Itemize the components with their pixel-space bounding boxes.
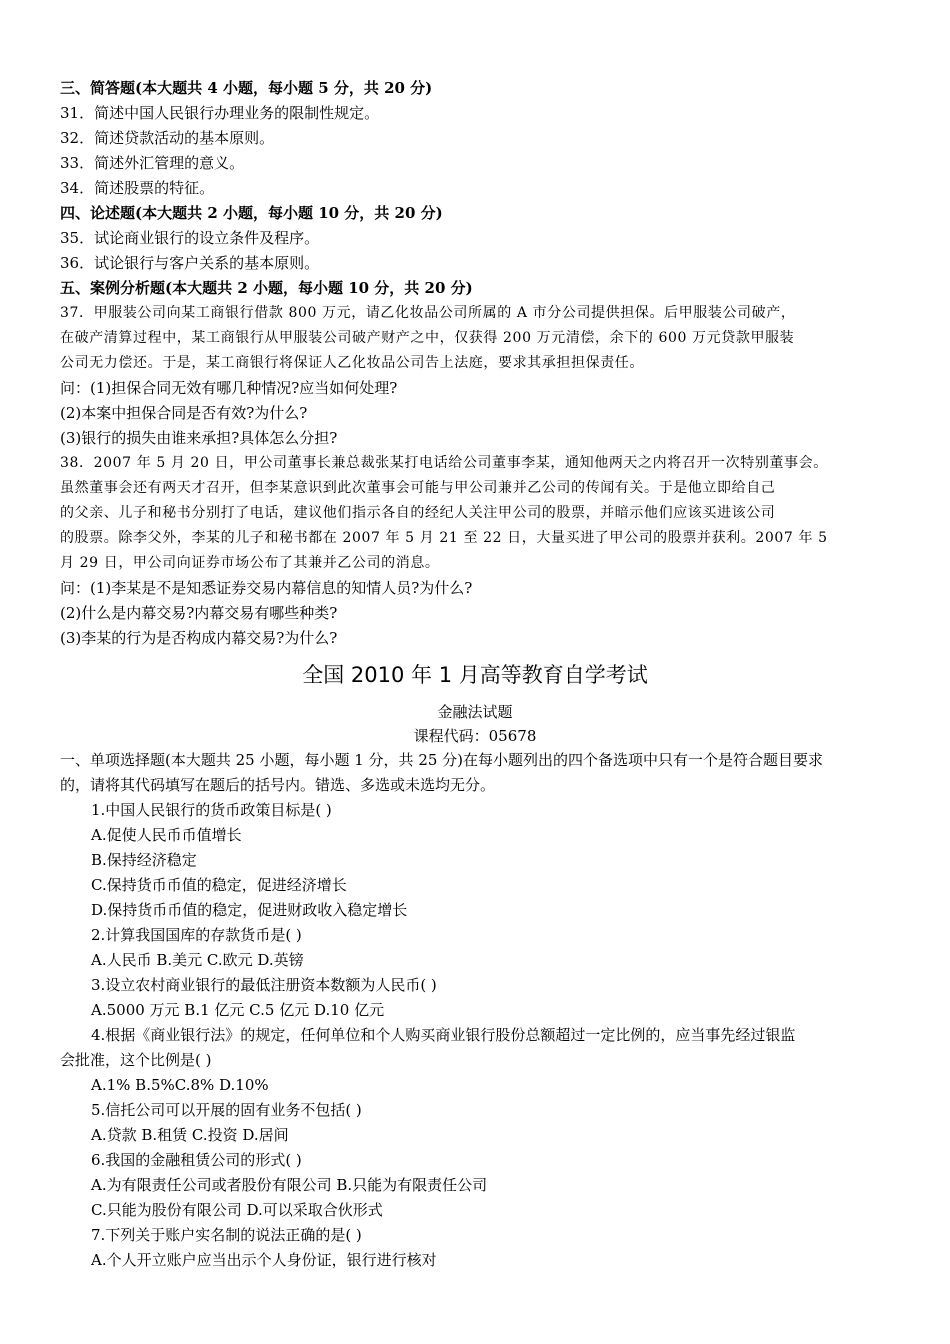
- option-item: C.只能为股份有限公司 D.可以采取合伙形式: [91, 1201, 383, 1219]
- question-38-ask: 问：(1)李某是不是知悉证券交易内幕信息的知情人员?为什么?: [60, 579, 473, 597]
- course-code: 课程代码：05678: [413, 727, 537, 745]
- option-item: A.促使人民币币值增长: [91, 826, 242, 844]
- question-38-line: 的父亲、儿子和秘书分别打了电话，建议他们指示各自的经纪人关注甲公司的股票，并暗示他们应该买进该公司: [60, 505, 776, 521]
- option-item: D.保持货币币值的稳定，促进财政收入稳定增长: [91, 901, 408, 919]
- question-item: 5.信托公司可以开展的固有业务不包括( ): [91, 1101, 362, 1119]
- question-34: 34．简述股票的特征。: [60, 179, 215, 197]
- question-38-line: 38．2007 年 5 月 20 日，甲公司董事长兼总裁张某打电话给公司董事李某，通知他两天之内将召开一次特别董事会。: [60, 455, 828, 471]
- question-36: 36．试论银行与客户关系的基本原则。: [60, 254, 320, 272]
- exam-title: 全国 2010 年 1 月高等教育自学考试: [302, 663, 648, 687]
- option-item: A.5000 万元 B.1 亿元 C.5 亿元 D.10 亿元: [91, 1001, 385, 1019]
- exam-subject: 金融法试题: [437, 703, 513, 721]
- question-item: 2.计算我国国库的存款货币是( ): [91, 926, 302, 944]
- option-item: A.为有限责任公司或者股份有限公司 B.只能为有限责任公司: [91, 1176, 488, 1194]
- question-item: 4.根据《商业银行法》的规定，任何单位和个人购买商业银行股份总额超过一定比例的，应当事先经过银监: [91, 1026, 796, 1044]
- question-31: 31．简述中国人民银行办理业务的限制性规定。: [60, 104, 380, 122]
- question-37-line: 37．甲服装公司向某工商银行借款 800 万元，请乙化妆品公司所属的 A 市分公司提供担保。后甲服装公司破产，: [60, 305, 796, 321]
- question-38-ask: (2)什么是内幕交易?内幕交易有哪些种类?: [60, 604, 338, 622]
- question-item: 1.中国人民银行的货币政策目标是( ): [91, 801, 332, 819]
- question-37-line: 在破产清算过程中，某工商银行从甲服装公司破产财产之中，仅获得 200 万元清偿，余下的 600 万元贷款甲服装: [60, 330, 795, 346]
- option-item: A.1% B.5%C.8% D.10%: [91, 1076, 269, 1094]
- section5-heading: 五、案例分析题(本大题共 2 小题，每小题 10 分，共 20 分): [60, 279, 473, 297]
- question-item: 会批准，这个比例是( ): [60, 1051, 212, 1069]
- question-item: 7.下列关于账户实名制的说法正确的是( ): [91, 1226, 362, 1244]
- option-item: C.保持货币币值的稳定，促进经济增长: [91, 876, 347, 894]
- option-item: B.保持经济稳定: [91, 851, 197, 869]
- question-38-line: 月 29 日，甲公司向证券市场公布了其兼并乙公司的消息。: [60, 555, 440, 571]
- section3-heading: 三、简答题(本大题共 4 小题，每小题 5 分，共 20 分): [60, 79, 433, 97]
- question-37-ask: (3)银行的损失由谁来承担?具体怎么分担?: [60, 429, 338, 447]
- option-item: A.贷款 B.租赁 C.投资 D.居间: [91, 1126, 289, 1144]
- question-35: 35．试论商业银行的设立条件及程序。: [60, 229, 320, 247]
- question-38-line: 的股票。除李父外，李某的儿子和秘书都在 2007 年 5 月 21 至 22 日，大量买进了甲公司的股票并获利。2007 年 5: [60, 530, 828, 546]
- question-item: 3.设立农村商业银行的最低注册资本数额为人民币( ): [91, 976, 437, 994]
- question-37-ask: (2)本案中担保合同是否有效?为什么?: [60, 404, 308, 422]
- section1-heading: 一、单项选择题(本大题共 25 小题，每小题 1 分，共 25 分)在每小题列出的四个备选项中只有一个是符合题目要求: [60, 751, 824, 769]
- question-32: 32．简述贷款活动的基本原则。: [60, 129, 275, 147]
- question-item: 6.我国的金融租赁公司的形式( ): [91, 1151, 302, 1169]
- option-item: A.人民币 B.美元 C.欧元 D.英镑: [91, 951, 304, 969]
- question-38-line: 虽然董事会还有两天才召开，但李某意识到此次董事会可能与甲公司兼并乙公司的传闻有关。于是他立即给自己: [60, 480, 776, 496]
- question-38-ask: (3)李某的行为是否构成内幕交易?为什么?: [60, 629, 338, 647]
- section4-heading: 四、论述题(本大题共 2 小题，每小题 10 分，共 20 分): [60, 204, 443, 222]
- question-37-ask: 问：(1)担保合同无效有哪几种情况?应当如何处理?: [60, 379, 398, 397]
- option-item: A.个人开立账户应当出示个人身份证，银行进行核对: [91, 1251, 437, 1269]
- question-37-line: 公司无力偿还。于是，某工商银行将保证人乙化妆品公司告上法庭，要求其承担担保责任。: [60, 355, 644, 371]
- section1-heading: 的，请将其代码填写在题后的括号内。错选、多选或未选均无分。: [60, 776, 496, 794]
- question-33: 33．简述外汇管理的意义。: [60, 154, 245, 172]
